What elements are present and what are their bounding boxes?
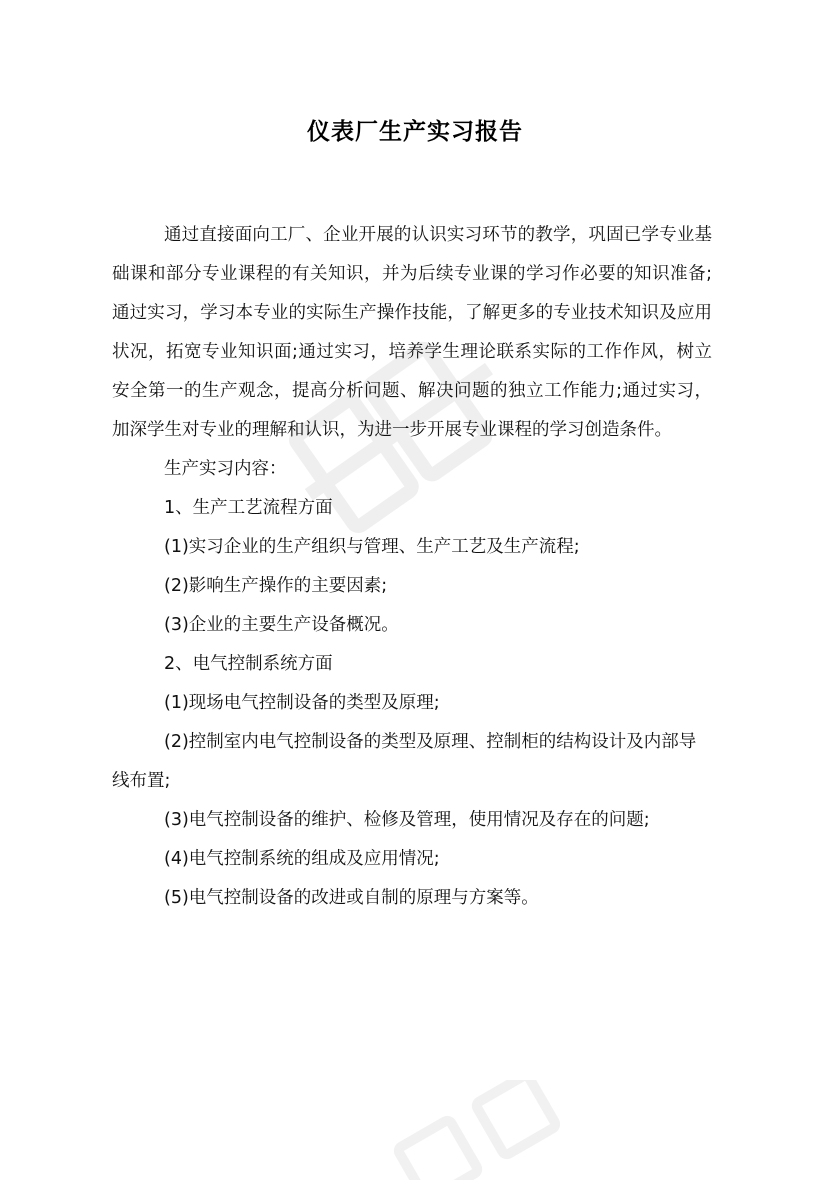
document-title: 仪表厂生产实习报告 bbox=[307, 119, 523, 145]
list-item: (5)电气控制设备的改进或自制的原理与方案等。 bbox=[164, 888, 539, 908]
list-item: (1)实习企业的生产组织与管理、生产工艺及生产流程; bbox=[164, 537, 580, 557]
list-item: (4)电气控制系统的组成及应用情况; bbox=[164, 849, 440, 869]
list-item: (2)影响生产操作的主要因素; bbox=[164, 576, 388, 596]
list-item: (1)现场电气控制设备的类型及原理; bbox=[164, 693, 440, 713]
intro-paragraph: 通过直接面向工厂、企业开展的认识实习环节的教学，巩固已学专业基础课和部分专业课程的有关知识，并为后续专业课的学习作必要的知识准备;通过实习，学习本专业的实际生产操作技能，了解更多的专业技术知识及应用状况，拓宽专业知识面;通过实习，培养学生理论联系实际的工作作风，树立安全第一的生产观念，提高分析问题、解决问题的独立工作能力;通过实习，加深学生对专业的理解和认识，为进一步开展专业课程的学习创造条件。 bbox=[112, 225, 712, 440]
document-body bbox=[112, 216, 712, 918]
watermark-graphic-bottom bbox=[360, 1080, 620, 1180]
list-item: (2)控制室内电气控制设备的类型及原理、控制柜的结构设计及内部导线布置; bbox=[112, 732, 697, 791]
section-heading-process: 1、生产工艺流程方面 bbox=[164, 498, 333, 518]
list-item: (3)电气控制设备的维护、检修及管理，使用情况及存在的问题; bbox=[164, 810, 650, 830]
section-heading-electrical: 2、电气控制系统方面 bbox=[164, 654, 333, 674]
list-item: (3)企业的主要生产设备概况。 bbox=[164, 615, 399, 635]
content-heading: 生产实习内容： bbox=[164, 459, 287, 479]
